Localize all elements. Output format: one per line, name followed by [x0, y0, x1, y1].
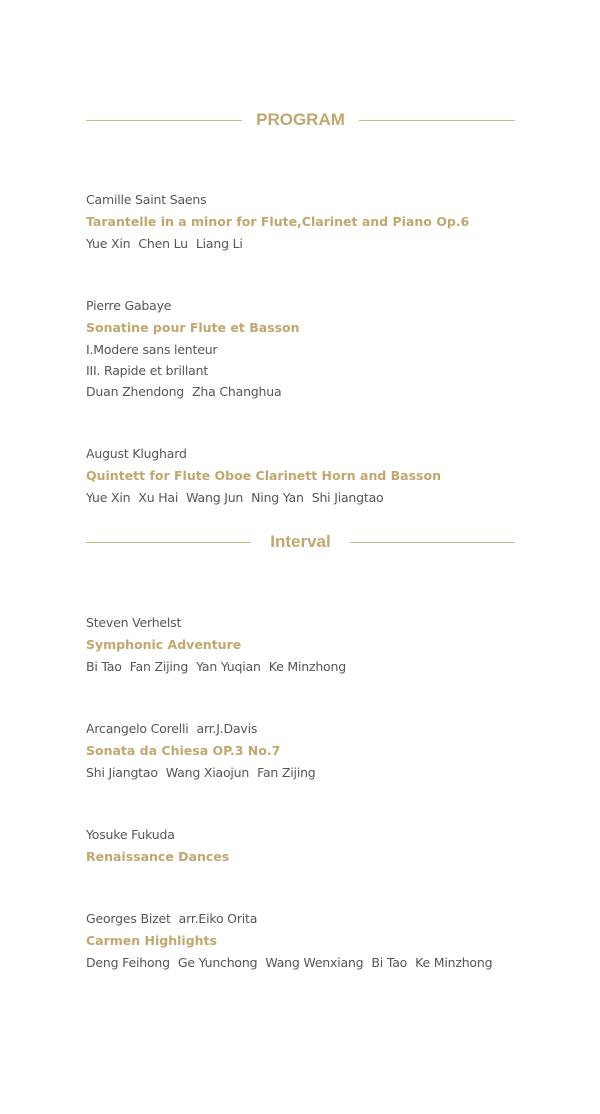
performer-name: Zha Changhua — [192, 384, 282, 399]
piece-title: Sonatine pour Flute et Basson — [86, 320, 300, 335]
program-header — [86, 108, 515, 132]
program-piece-5 — [86, 718, 566, 783]
program-rule-right — [359, 120, 515, 121]
performer-name: Ning Yan — [251, 490, 304, 505]
performer-name: Xu Hai — [138, 490, 179, 505]
performer-name: Ke Minzhong — [268, 659, 346, 674]
performer-name: Shi Jiangtao — [86, 765, 158, 780]
composer-name: Georges Bizet — [86, 911, 171, 926]
performer-list — [86, 952, 566, 973]
piece-title: Carmen Highlights — [86, 933, 217, 948]
program-piece-4 — [86, 612, 566, 677]
performer-name: Wang Wenxiang — [265, 955, 364, 970]
piece-title: Tarantelle in a minor for Flute,Clarinet and Piano Op.6 — [86, 214, 470, 229]
composer-line — [86, 718, 566, 739]
performer-name: Wang Xiaojun — [165, 765, 250, 780]
movement-title: I.Modere sans lenteur — [86, 342, 218, 357]
performer-name: Ke Minzhong — [415, 955, 493, 970]
composer-name: August Klughard — [86, 446, 187, 461]
piece-title: Quintett for Flute Oboe Clarinett Horn and Basson — [86, 468, 441, 483]
performer-name: Yan Yuqian — [196, 659, 261, 674]
program-piece-2 — [86, 295, 566, 402]
performer-name: Shi Jiangtao — [311, 490, 384, 505]
performer-name: Wang Jun — [186, 490, 244, 505]
performer-name: Deng Feihong — [86, 955, 170, 970]
composer-name: Yosuke Fukuda — [86, 827, 175, 842]
piece-title: Renaissance Dances — [86, 849, 230, 864]
performer-name: Bi Tao — [371, 955, 408, 970]
composer-name: Steven Verhelst — [86, 615, 182, 630]
performer-name: Ge Yunchong — [177, 955, 258, 970]
program-piece-1 — [86, 189, 566, 254]
performer-list — [86, 762, 566, 783]
piece-title: Sonata da Chiesa OP.3 No.7 — [86, 743, 281, 758]
composer-name: Arcangelo Corelli — [86, 721, 189, 736]
arranger-name: arr.Eiko Orita — [178, 911, 258, 926]
performer-list — [86, 656, 566, 677]
performer-list — [86, 381, 566, 402]
arranger-name: arr.J.Davis — [196, 721, 258, 736]
program-piece-6 — [86, 824, 566, 868]
composer-line — [86, 908, 566, 929]
program-title: PROGRAM — [256, 110, 345, 129]
performer-name: Bi Tao — [86, 659, 122, 674]
performer-name: Fan Zijing — [129, 659, 189, 674]
piece-title: Symphonic Adventure — [86, 637, 242, 652]
performer-name: Duan Zhendong — [86, 384, 185, 399]
performer-name: Liang Li — [195, 236, 243, 251]
interval-title: Interval — [270, 532, 331, 551]
composer-name: Camille Saint Saens — [86, 192, 207, 207]
program-piece-3 — [86, 443, 566, 508]
interval-header — [86, 530, 515, 554]
performer-name: Fan Zijing — [257, 765, 316, 780]
composer-name: Pierre Gabaye — [86, 298, 172, 313]
performer-name: Yue Xin — [86, 490, 131, 505]
interval-rule-right — [350, 542, 515, 543]
movement-title: III. Rapide et brillant — [86, 363, 209, 378]
program-piece-7 — [86, 908, 566, 973]
performer-name: Chen Lu — [138, 236, 188, 251]
performer-name: Yue Xin — [86, 236, 131, 251]
performer-list — [86, 487, 566, 508]
performer-list — [86, 233, 566, 254]
